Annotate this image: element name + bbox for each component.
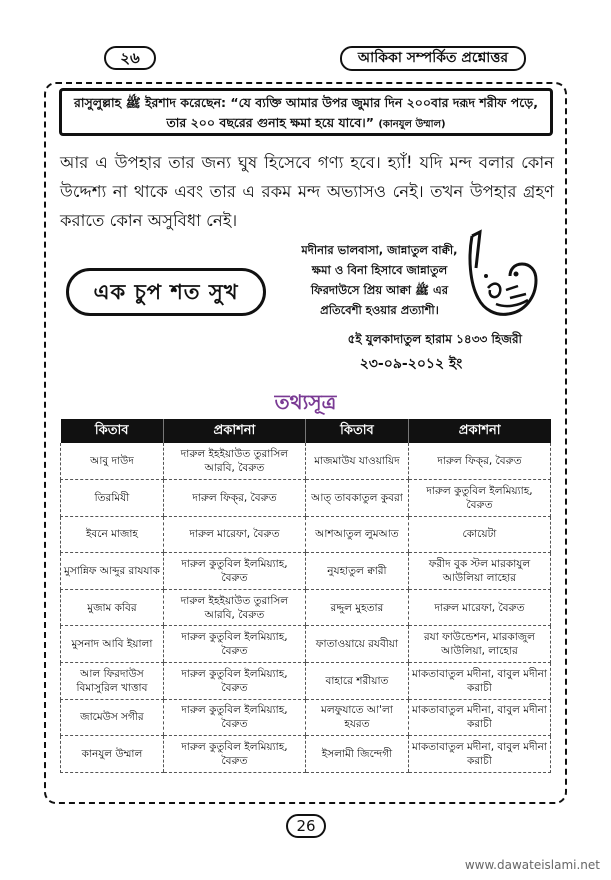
table-cell: মুসনাদ আবি ইয়ালা: [61, 626, 164, 663]
dua-line: ক্ষমা ও বিনা হিসাবে জান্নাতুল: [311, 263, 448, 277]
dua-line: প্রতিবেশী হওয়ার প্রত্যাশী।: [320, 303, 439, 317]
table-cell: কোয়েটা: [408, 516, 550, 553]
calligraphy-seal-icon: [466, 228, 540, 322]
table-cell: ফরীদ বুক স্টল মারকাযুল আউলিয়া লাহোর: [408, 553, 550, 590]
dua-line: মদীনার ভালবাসা, জান্নাতুল বাক্বী,: [301, 243, 458, 257]
table-cell: দারুল কুতুবিল ইলমিয়্যাহ, বৈরুত: [163, 626, 305, 663]
table-cell: আল ফিরদাউস বিমাসুরিল খাত্তাব: [61, 663, 164, 700]
table-cell: দারুল কুতুবিল ইলমিয়্যাহ, বৈরুত: [163, 736, 305, 773]
table-cell: মুজাম কবির: [61, 589, 164, 626]
table-cell: দারুল কুতুবিল ইলমিয়্যাহ, বৈরুত: [163, 699, 305, 736]
column-header: কিতাব: [305, 419, 408, 443]
table-row: [61, 589, 551, 626]
sources-table: [60, 419, 551, 773]
table-cell: দারুল ইহইয়াউত তুরাসিল আরবি, বৈরুত: [163, 589, 305, 626]
table-cell: বাহারে শরীয়াত: [305, 663, 408, 700]
table-cell: ইবনে মাজাহ: [61, 516, 164, 553]
table-cell: দারুল মারেফা, বৈরুত: [163, 516, 305, 553]
table-cell: মলফুযাতে আ'লা হযরত: [305, 699, 408, 736]
table-cell: ইসলামী জিন্দেগী: [305, 736, 408, 773]
table-row: [61, 736, 551, 773]
table-cell: আশআতুল লুমআত: [305, 516, 408, 553]
sources-title: তথ্যসূত্র: [274, 390, 337, 414]
column-header: কিতাব: [61, 419, 164, 443]
table-cell: মাকতাবাতুল মদীনা, বাবুল মদীনা করাচী: [408, 736, 550, 773]
footer-page-number: 26: [286, 814, 326, 838]
table-cell: দারুল কুতুবিল ইলমিয়্যাহ, বৈরুত: [163, 663, 305, 700]
table-cell: মাজমাউয যাওয়ায়িদ: [305, 443, 408, 480]
table-cell: তিরমিযী: [61, 480, 164, 517]
table-cell: কানযুল উম্মাল: [61, 736, 164, 773]
table-header-row: [61, 419, 551, 443]
table-cell: দারুল ফিক্‌র, বৈরুত: [163, 480, 305, 517]
hadith-box: [59, 88, 553, 136]
table-cell: দারুল কুতুবিল ইলমিয়্যাহ, বৈরুত: [163, 553, 305, 590]
table-cell: মাকতাবাতুল মদীনা, বাবুল মদীনা করাচী: [408, 699, 550, 736]
column-header: প্রকাশনা: [408, 419, 550, 443]
table-cell: মুসান্নিফ আব্দুর রাযযাক: [61, 553, 164, 590]
website-url: www.dawateislami.net: [464, 858, 600, 872]
table-cell: ফাতাওয়ায়ে রযবীয়া: [305, 626, 408, 663]
table-row: [61, 699, 551, 736]
column-header: প্রকাশনা: [163, 419, 305, 443]
table-cell: দারুল মারেফা, বৈরুত: [408, 589, 550, 626]
table-cell: দারুল কুতুবিল ইলমিয়্যাহ, বৈরুত: [408, 480, 550, 517]
table-cell: রযা ফাউন্ডেশন, মারকাজুল আউলিয়া, লাহোর: [408, 626, 550, 663]
table-cell: আবু দাউদ: [61, 443, 164, 480]
header-page-number: ২৬: [104, 46, 156, 70]
body-paragraph: আর এ উপহার তার জন্য ঘুষ হিসেবে গণ্য হবে। হ্যাঁ! যদি মন্দ বলার কোন উদ্দেশ্য না থাকে এবং তার এ রকম মন্দ অভ্যাসও নেই। তখন উপহার গ্রহণ করাতে কোন অসুবিধা নেই।: [60, 153, 554, 230]
date-gregorian: ২৩-০৯-২০১২ ইং: [359, 356, 463, 372]
table-cell: দারুল ফিক্‌র, বৈরুত: [408, 443, 550, 480]
table-cell: নুযহাতুল ক্বারী: [305, 553, 408, 590]
table-row: [61, 516, 551, 553]
table-row: [61, 480, 551, 517]
table-cell: দারুল ইহইয়াউত তুরাসিল আরবি, বৈরুত: [163, 443, 305, 480]
table-cell: মাকতাবাতুল মদীনা, বাবুল মদীনা করাচী: [408, 663, 550, 700]
slogan-badge: এক চুপ শত সুখ: [66, 268, 266, 316]
table-cell: জামেউস সগীর: [61, 699, 164, 736]
hadith-text: রাসুলুল্লাহ ﷺ ইরশাদ করেছেন: “যে ব্যক্তি আমার উপর জুমার দিন ২০০বার দরূদ শরীফ পড়ে, তার ২০০ বছরের গুনাহ ক্ষমা হয়ে যাবে।”: [74, 95, 538, 130]
header-title: আকিকা সম্পর্কিত প্রশ্নোত্তর: [340, 46, 526, 71]
table-cell: আত্ তাবকাতুল কুবরা: [305, 480, 408, 517]
dua-text: [282, 240, 477, 320]
table-row: [61, 663, 551, 700]
hadith-reference: (কানযুল উম্মাল): [378, 119, 446, 130]
date-hijri: ৫ই যুলকাদাতুল হারাম ১৪৩৩ হিজরী: [347, 332, 522, 346]
table-cell: রদ্দুল মুহতার: [305, 589, 408, 626]
table-row: [61, 626, 551, 663]
table-row: [61, 443, 551, 480]
dua-line: ফিরদাউসে প্রিয় আক্বা ﷺ এর: [310, 283, 449, 297]
table-row: [61, 553, 551, 590]
